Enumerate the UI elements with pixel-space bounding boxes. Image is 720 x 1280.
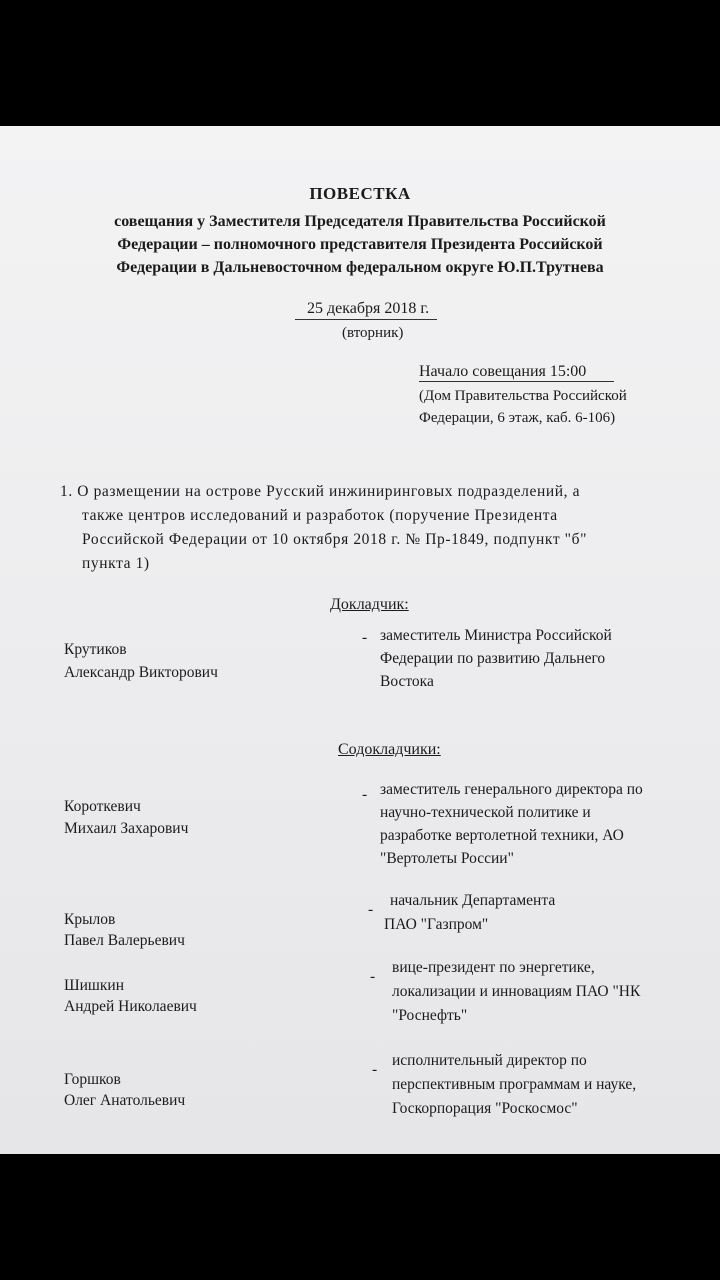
co-speaker-2-position-line-2: ПАО "Газпром" <box>384 916 489 933</box>
co-speaker-3-position-line-2: локализации и инновациям ПАО "НК <box>392 983 641 1000</box>
co-speaker-4-position-line-3: Госкорпорация "Роскосмос" <box>392 1100 578 1117</box>
co-speakers-header: Содокладчики: <box>338 741 441 758</box>
document-title: ПОВЕСТКА <box>309 184 411 203</box>
meeting-date: 25 декабря 2018 г. <box>295 300 437 320</box>
subtitle-line-1: совещания у Заместителя Председателя Правительства Российской <box>114 213 606 230</box>
speaker-header: Докладчик: <box>330 596 409 613</box>
co-speaker-3-surname: Шишкин <box>64 977 124 994</box>
co-speaker-2-dash: - <box>368 901 374 918</box>
document-page <box>0 126 720 1154</box>
co-speaker-3-dash: - <box>370 968 376 985</box>
co-speaker-1-given-name: Михаил Захарович <box>64 820 189 837</box>
speaker-dash: - <box>362 629 368 646</box>
speaker-position-line-1: заместитель Министра Российской <box>380 627 612 644</box>
co-speaker-1-position-line-2: научно-технической политике и <box>380 804 591 821</box>
meeting-venue-line-2: Федерации, 6 этаж, каб. 6-106) <box>419 410 616 426</box>
co-speaker-1-position-line-4: "Вертолеты России" <box>380 850 514 867</box>
speaker-given-name: Александр Викторович <box>64 664 218 681</box>
co-speaker-3-position-line-1: вице-президент по энергетике, <box>392 959 595 976</box>
agenda-item-line-4: пункта 1) <box>82 555 150 572</box>
co-speaker-2-given-name: Павел Валерьевич <box>64 932 185 949</box>
subtitle-line-3: Федерации в Дальневосточном федеральном округе Ю.П.Трутнева <box>116 259 604 276</box>
co-speaker-4-position-line-1: исполнительный директор по <box>392 1052 587 1069</box>
agenda-item-line-2: также центров исследований и разработок (поручение Президента <box>82 507 558 524</box>
co-speaker-1-dash: - <box>362 786 368 803</box>
co-speaker-3-position-line-3: "Роснефть" <box>392 1007 468 1024</box>
speaker-surname: Крутиков <box>64 641 127 658</box>
subtitle-line-2: Федерации – полномочного представителя Президента Российской <box>117 236 603 253</box>
co-speaker-2-surname: Крылов <box>64 911 116 928</box>
co-speaker-1-position-line-1: заместитель генерального директора по <box>380 781 643 798</box>
agenda-item-line-3: Российской Федерации от 10 октября 2018 г. № Пр-1849, подпункт "б" <box>82 531 588 548</box>
agenda-item-line-1: 1. О размещении на острове Русский инжиниринговых подразделений, а <box>60 483 581 500</box>
co-speaker-1-surname: Короткевич <box>64 798 141 815</box>
co-speaker-1-position-line-3: разработке вертолетной техники, АО <box>380 827 624 844</box>
co-speaker-4-dash: - <box>372 1061 378 1078</box>
co-speaker-2-position-line-1: начальник Департамента <box>390 892 556 909</box>
meeting-weekday: (вторник) <box>342 325 404 341</box>
co-speaker-4-position-line-2: перспективным программам и науке, <box>392 1076 637 1093</box>
speaker-position-line-3: Востока <box>380 673 434 690</box>
co-speaker-4-given-name: Олег Анатольевич <box>64 1092 186 1109</box>
co-speaker-4-surname: Горшков <box>64 1071 121 1088</box>
meeting-venue-line-1: (Дом Правительства Российской <box>419 388 627 404</box>
speaker-position-line-2: Федерации по развитию Дальнего <box>380 650 606 667</box>
meeting-start-time: Начало совещания 15:00 <box>419 363 614 382</box>
co-speaker-3-given-name: Андрей Николаевич <box>64 998 197 1015</box>
